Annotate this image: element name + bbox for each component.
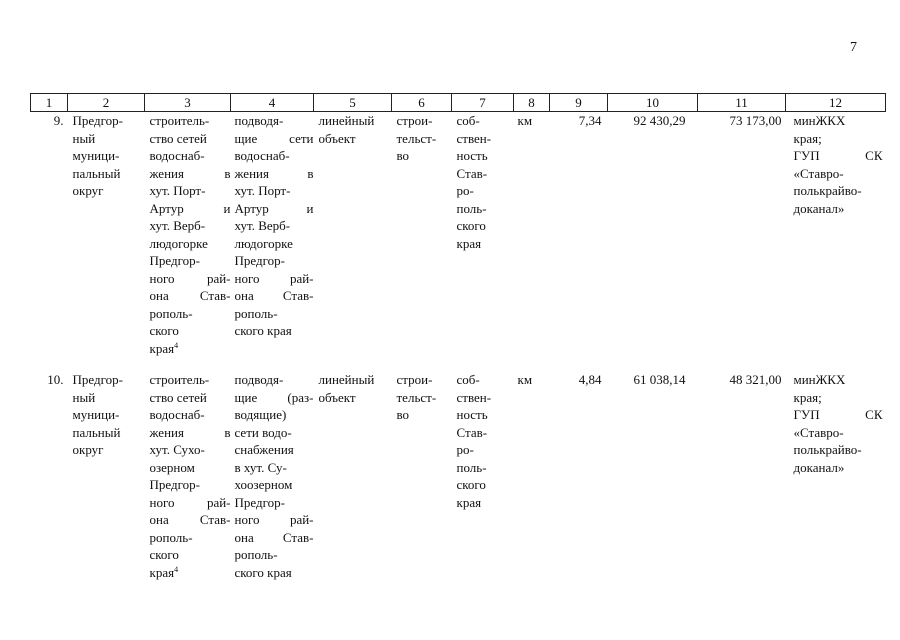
cell-line-text: рополь- bbox=[149, 305, 193, 321]
cell-line-text: Предгор- bbox=[72, 113, 123, 128]
cell-word: ного bbox=[234, 512, 260, 527]
cell-line-text: снабжения bbox=[234, 442, 294, 457]
cell-line-text: поль- bbox=[456, 459, 487, 475]
footnote-marker: 4 bbox=[174, 564, 179, 574]
cell-line bbox=[235, 564, 314, 582]
cell-line bbox=[150, 200, 231, 218]
cell-line bbox=[397, 112, 452, 130]
cell-line bbox=[150, 564, 231, 582]
cell-line-text: «Ставро- bbox=[793, 424, 844, 440]
cell-word: рай- bbox=[289, 270, 314, 286]
cell-line-text: ствен- bbox=[456, 389, 492, 405]
cell-line bbox=[150, 389, 231, 407]
cell-line bbox=[235, 322, 314, 340]
cell-line bbox=[457, 112, 514, 130]
cell-line-text: ского края bbox=[234, 564, 292, 580]
row-number: 10. bbox=[47, 372, 64, 387]
cell-word: сети bbox=[289, 130, 314, 146]
cell-line-text: водоснаб- bbox=[149, 148, 205, 163]
cell-line bbox=[457, 371, 514, 389]
cell-line bbox=[150, 112, 231, 130]
cell-line-text: во bbox=[396, 407, 410, 422]
length-cell: 4,84 bbox=[578, 372, 602, 387]
page-number: 7 bbox=[850, 40, 857, 55]
cost-budget-cell: 48 321,00 bbox=[729, 372, 782, 387]
cell-line-text: хут. Порт- bbox=[234, 183, 291, 198]
cell-line bbox=[794, 165, 883, 183]
cell-line bbox=[794, 441, 883, 459]
cell-line bbox=[150, 476, 231, 494]
cell-line-text: рополь- bbox=[234, 305, 278, 321]
work-type-cell bbox=[392, 371, 452, 581]
cell-line-text: Предгор- bbox=[149, 253, 200, 268]
cell-line bbox=[235, 371, 314, 389]
cell-line-text: строитель- bbox=[149, 372, 210, 387]
cell-line bbox=[73, 165, 145, 183]
cell-line bbox=[150, 340, 231, 358]
cell-line bbox=[73, 441, 145, 459]
cell-line-text: доканал» bbox=[793, 200, 845, 216]
unit-cell: км bbox=[517, 113, 533, 128]
cell-line bbox=[794, 182, 883, 200]
cell-line-text: водоснаб- bbox=[234, 148, 290, 163]
cell-line-text: пальный bbox=[72, 165, 121, 181]
cell-line bbox=[235, 511, 314, 529]
cell-word: она bbox=[234, 529, 254, 545]
activity-cell bbox=[145, 371, 231, 581]
cell-line bbox=[457, 130, 514, 148]
cell-line-text: минЖКХ bbox=[793, 113, 846, 128]
cell-line-text: ро- bbox=[456, 183, 474, 198]
cell-word: жения bbox=[149, 424, 184, 440]
cell-line bbox=[235, 546, 314, 564]
cell-line-text: строитель- bbox=[149, 113, 210, 128]
cell-line-text: сети водо- bbox=[234, 424, 292, 440]
cell-word: щие bbox=[234, 389, 258, 405]
cell-line-text: хут. Верб- bbox=[149, 218, 206, 233]
cell-line bbox=[457, 217, 514, 235]
cell-word: Став- bbox=[282, 529, 314, 545]
cell-line-text: строи- bbox=[396, 113, 433, 128]
cell-line bbox=[150, 494, 231, 512]
cell-line-text: полькрайво- bbox=[793, 183, 862, 198]
cell-line bbox=[235, 441, 314, 459]
row-spacer bbox=[31, 357, 886, 371]
cell-line-text: Став- bbox=[456, 424, 488, 440]
cell-line-text: ство сетей bbox=[149, 130, 207, 146]
cell-word: ного bbox=[234, 270, 260, 286]
cell-line bbox=[235, 182, 314, 200]
unit-cell: км bbox=[517, 372, 533, 387]
cell-line-text: ный bbox=[72, 130, 96, 146]
cell-word: ГУП bbox=[793, 407, 820, 422]
cell-line bbox=[235, 424, 314, 442]
cell-line-text: подводя- bbox=[234, 113, 284, 128]
cell-line-text: ность bbox=[456, 148, 488, 163]
cell-line bbox=[457, 476, 514, 494]
header-cell: 4 bbox=[231, 94, 314, 112]
cell-line-text: ского края bbox=[234, 323, 292, 338]
cell-line bbox=[235, 217, 314, 235]
row-number: 9. bbox=[53, 113, 64, 128]
length-cell: 7,34 bbox=[578, 113, 602, 128]
header-cell: 2 bbox=[68, 94, 145, 112]
cell-line bbox=[73, 130, 145, 148]
cell-line bbox=[150, 287, 231, 305]
cell-line bbox=[235, 147, 314, 165]
header-cell: 9 bbox=[550, 94, 608, 112]
column-number-row bbox=[31, 94, 886, 112]
cell-line bbox=[457, 441, 514, 459]
header-cell: 12 bbox=[786, 94, 886, 112]
cell-line-text: водоснаб- bbox=[149, 407, 205, 422]
cell-word: в bbox=[224, 165, 231, 181]
cell-line-text: муници- bbox=[72, 148, 120, 163]
cell-line-text: Предгор- bbox=[234, 253, 285, 268]
cell-line bbox=[235, 165, 314, 183]
cell-line bbox=[235, 529, 314, 547]
cell-line-text: Предгор- bbox=[72, 372, 123, 387]
cell-line bbox=[457, 182, 514, 200]
cell-line bbox=[235, 389, 314, 407]
cell-line-text: муници- bbox=[72, 407, 120, 422]
cell-word: и bbox=[223, 200, 231, 216]
cell-word: (раз- bbox=[287, 389, 314, 405]
cell-line bbox=[150, 459, 231, 477]
cost-budget-cell: 73 173,00 bbox=[729, 113, 782, 128]
cell-word: рай- bbox=[206, 270, 231, 286]
cell-line bbox=[397, 147, 452, 165]
cell-line-text: доканал» bbox=[793, 459, 845, 475]
cell-line-text: соб- bbox=[456, 372, 480, 387]
cell-line bbox=[150, 322, 231, 340]
cell-line bbox=[150, 182, 231, 200]
cell-line bbox=[794, 200, 883, 218]
cell-line bbox=[457, 165, 514, 183]
object-cell bbox=[231, 371, 314, 581]
header-cell: 3 bbox=[145, 94, 231, 112]
cell-line-text: в хут. Су- bbox=[234, 459, 287, 475]
cell-line bbox=[794, 389, 883, 407]
cell-line-text: ского bbox=[456, 218, 486, 233]
cell-line bbox=[397, 389, 452, 407]
cell-word: она bbox=[149, 288, 169, 303]
cell-line bbox=[150, 217, 231, 235]
cell-line-text: людогорке bbox=[234, 235, 293, 251]
cell-line bbox=[794, 424, 883, 442]
header-cell: 7 bbox=[452, 94, 514, 112]
activity-cell bbox=[145, 112, 231, 358]
cell-line bbox=[457, 459, 514, 477]
header-cell: 8 bbox=[514, 94, 550, 112]
cell-line-text: тельст- bbox=[396, 389, 437, 405]
cell-line-text: округ bbox=[72, 183, 104, 198]
cell-line bbox=[794, 371, 883, 389]
cell-line bbox=[235, 130, 314, 148]
cell-word: Артур bbox=[149, 200, 184, 216]
cell-line bbox=[150, 147, 231, 165]
cell-line-text: ского bbox=[456, 477, 486, 492]
cell-word: ного bbox=[149, 270, 175, 286]
cell-line-text: ство сетей bbox=[149, 389, 207, 405]
cell-line bbox=[397, 406, 452, 424]
header-cell: 5 bbox=[314, 94, 392, 112]
cell-word: Став- bbox=[199, 512, 231, 527]
cell-word: рай- bbox=[289, 512, 314, 527]
table-row bbox=[31, 371, 886, 581]
footnote-marker: 4 bbox=[174, 340, 179, 350]
cell-line bbox=[457, 389, 514, 407]
cell-line bbox=[150, 305, 231, 323]
work-type-cell bbox=[392, 112, 452, 358]
cell-word: ного bbox=[149, 494, 175, 510]
cell-word: ГУП bbox=[793, 148, 820, 163]
cell-line bbox=[150, 235, 231, 253]
cell-line-text: ность bbox=[456, 407, 488, 422]
cell-line bbox=[457, 235, 514, 253]
cell-line-text: ствен- bbox=[456, 130, 492, 146]
cell-line-text: Став- bbox=[456, 165, 488, 181]
cell-line bbox=[235, 305, 314, 323]
cell-line bbox=[150, 441, 231, 459]
cell-line bbox=[457, 424, 514, 442]
cell-line bbox=[397, 371, 452, 389]
cell-line bbox=[73, 406, 145, 424]
cell-line bbox=[150, 252, 231, 270]
cell-line bbox=[457, 200, 514, 218]
cell-line-text: тельст- bbox=[396, 130, 437, 146]
cell-line bbox=[150, 424, 231, 442]
cell-word: жения bbox=[149, 165, 184, 181]
cell-line bbox=[794, 147, 883, 165]
cell-line-text: края bbox=[149, 564, 175, 580]
cell-line bbox=[150, 165, 231, 183]
cell-line-text: края; bbox=[793, 389, 822, 405]
cell-line-text: хут. Сухо- bbox=[149, 442, 205, 457]
cell-line bbox=[150, 270, 231, 288]
cell-word: в bbox=[224, 424, 231, 440]
cell-word: СК bbox=[865, 148, 883, 163]
responsible-cell bbox=[786, 371, 886, 581]
cell-line bbox=[235, 287, 314, 305]
ownership-cell bbox=[452, 371, 514, 581]
cell-line-text: края bbox=[456, 494, 482, 510]
cell-word: в bbox=[307, 165, 314, 181]
cell-word: Став- bbox=[282, 288, 314, 303]
cell-line bbox=[73, 424, 145, 442]
cell-line-text: ный bbox=[72, 389, 96, 405]
cell-line bbox=[73, 147, 145, 165]
cell-line-text: рополь- bbox=[234, 547, 278, 562]
cell-line bbox=[457, 147, 514, 165]
cell-line-text: минЖКХ bbox=[793, 372, 846, 387]
cell-line bbox=[235, 406, 314, 424]
cost-total-cell: 61 038,14 bbox=[633, 372, 686, 387]
cell-line-text: водящие) bbox=[234, 407, 287, 422]
cell-line-text: края; bbox=[793, 130, 822, 146]
cell-line bbox=[457, 494, 514, 512]
cell-line-text: Предгор- bbox=[149, 477, 200, 492]
cell-line bbox=[235, 476, 314, 494]
cell-word: СК bbox=[865, 407, 883, 422]
responsible-cell bbox=[786, 112, 886, 358]
cell-line bbox=[235, 494, 314, 512]
cell-line bbox=[150, 130, 231, 148]
cell-word: Артур bbox=[234, 200, 269, 216]
cell-word: щие bbox=[234, 130, 258, 146]
cell-line-text: людогорке bbox=[149, 235, 208, 251]
cell-line-text: подводя- bbox=[234, 372, 284, 387]
header-cell: 10 bbox=[608, 94, 698, 112]
cell-line-text: рополь- bbox=[149, 529, 193, 545]
cell-line bbox=[73, 389, 145, 407]
cell-line bbox=[150, 546, 231, 564]
municipality-cell bbox=[68, 112, 145, 358]
cell-line-text: Предгор- bbox=[234, 494, 285, 510]
cell-line bbox=[150, 511, 231, 529]
spacer-cell bbox=[31, 357, 886, 371]
cell-line bbox=[150, 529, 231, 547]
cell-line bbox=[235, 112, 314, 130]
cell-line bbox=[73, 112, 145, 130]
cell-word: она bbox=[149, 512, 169, 527]
cell-line-text: пальный bbox=[72, 424, 121, 440]
cell-line-text: ро- bbox=[456, 442, 474, 457]
cell-line-text: строи- bbox=[396, 372, 433, 387]
ownership-cell bbox=[452, 112, 514, 358]
cell-line bbox=[794, 406, 883, 424]
cell-line-text: края bbox=[149, 340, 175, 356]
cell-line-text: хут. Порт- bbox=[149, 183, 206, 198]
cell-line bbox=[397, 130, 452, 148]
cell-line bbox=[794, 112, 883, 130]
object-type-cell: линейный объект bbox=[318, 372, 375, 405]
cell-word: и bbox=[306, 200, 314, 216]
cell-line bbox=[794, 130, 883, 148]
cell-line-text: соб- bbox=[456, 113, 480, 128]
cell-line bbox=[150, 371, 231, 389]
cell-line-text: хоозерном bbox=[234, 477, 293, 492]
cell-line-text: хут. Верб- bbox=[234, 218, 291, 233]
cell-line-text: поль- bbox=[456, 200, 487, 216]
cost-total-cell: 92 430,29 bbox=[633, 113, 686, 128]
object-type-cell: линейный объект bbox=[318, 113, 375, 146]
cell-line bbox=[235, 459, 314, 477]
cell-line-text: во bbox=[396, 148, 410, 163]
cell-line-text: «Ставро- bbox=[793, 165, 844, 181]
cell-line bbox=[235, 200, 314, 218]
cell-line-text: края bbox=[456, 235, 482, 251]
cell-line bbox=[73, 371, 145, 389]
municipality-cell bbox=[68, 371, 145, 581]
cell-line-text: ского bbox=[149, 547, 179, 562]
cell-word: Став- bbox=[199, 288, 231, 303]
cell-word: она bbox=[234, 288, 254, 303]
cell-line bbox=[73, 182, 145, 200]
document-table bbox=[30, 93, 886, 581]
table-row bbox=[31, 112, 886, 358]
cell-word: рай- bbox=[206, 494, 231, 510]
cell-word: жения bbox=[234, 165, 269, 181]
cell-line bbox=[794, 459, 883, 477]
cell-line bbox=[457, 406, 514, 424]
cell-line bbox=[150, 406, 231, 424]
header-cell: 1 bbox=[31, 94, 68, 112]
header-cell: 6 bbox=[392, 94, 452, 112]
cell-line bbox=[235, 235, 314, 253]
cell-line bbox=[235, 252, 314, 270]
header-cell: 11 bbox=[698, 94, 786, 112]
cell-line-text: полькрайво- bbox=[793, 442, 862, 457]
cell-line bbox=[235, 270, 314, 288]
object-cell bbox=[231, 112, 314, 358]
cell-line-text: округ bbox=[72, 442, 104, 457]
cell-line-text: озерном bbox=[149, 459, 195, 475]
cell-line-text: ского bbox=[149, 323, 179, 338]
